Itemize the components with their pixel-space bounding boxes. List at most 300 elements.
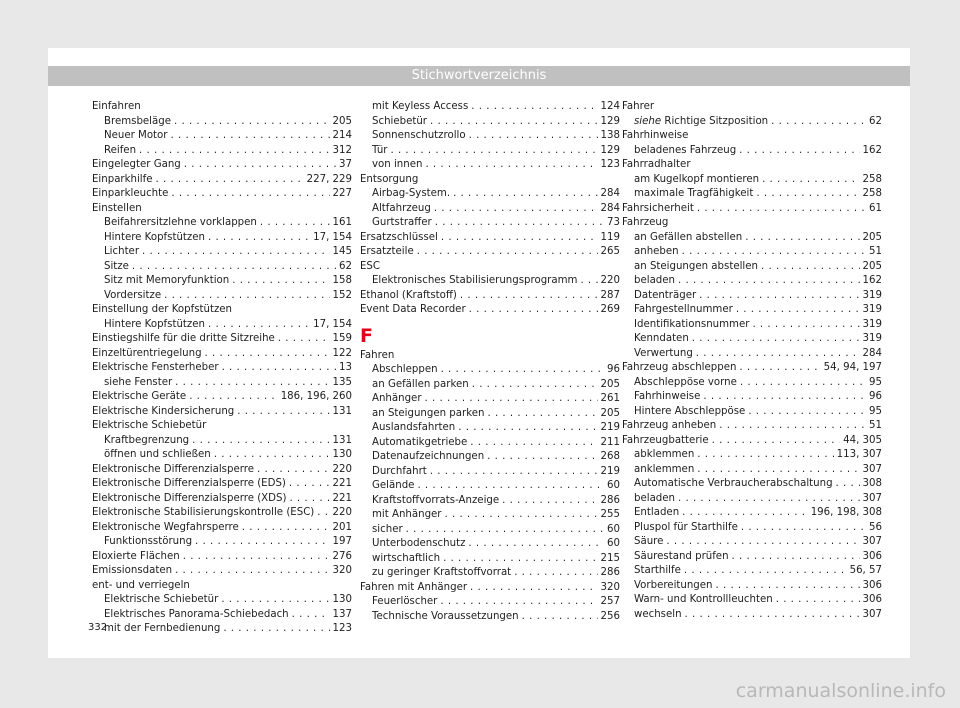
page-reference[interactable]: 186, 196, 260 [280,391,352,402]
page-reference[interactable]: 205 [332,115,352,127]
leader-dots [487,407,597,422]
entry-text: Säurestand prüfen [634,550,729,562]
page-reference[interactable]: 96 [607,364,620,375]
page-reference[interactable]: 54, 94, 197 [823,362,882,373]
leader-dots [719,419,866,434]
entry-text: Fahrzeug [622,217,669,228]
entry-text: mit Keyless Access [372,101,469,112]
index-subentry [360,129,620,144]
leader-dots [222,361,336,376]
leader-dots [712,434,841,449]
index-subentry [360,494,620,509]
entry-text: ent- und verriegeln [92,579,190,591]
entry-text: an Steigungen abstellen [634,260,758,272]
index-subentry [622,115,882,130]
index-subentry [360,378,620,393]
page-reference[interactable]: 319 [862,289,882,301]
index-entry [360,303,620,318]
index-subentry [622,564,882,579]
leader-dots [666,535,859,550]
page-reference[interactable]: 201 [332,521,352,533]
entry-text: Neuer Motor [104,130,168,141]
entry-text: Fahrzeug abschleppen [622,362,737,373]
entry-text: sicher [372,523,403,535]
page-reference[interactable]: 56 [869,521,882,533]
leader-dots [697,202,866,217]
entry-text: Einstellung der Kopfstützen [92,304,233,315]
leader-dots [514,566,597,581]
page-reference[interactable]: 119 [600,231,620,243]
index-entry [360,349,620,364]
page-reference[interactable]: 137 [332,608,352,620]
page-reference[interactable]: 122 [332,347,352,359]
page-reference[interactable]: 255 [600,509,620,520]
entry-text: Fahrhinweise [622,130,689,141]
page-reference[interactable]: 284 [862,347,882,359]
page-reference[interactable]: 276 [332,550,352,562]
leader-dots [441,363,604,378]
index-subentry [360,363,620,378]
entry-reference: siehe [634,115,665,127]
entry-text: Feuerlöscher [372,596,438,607]
leader-dots [762,173,859,188]
entry-text: Einstiegshilfe für die dritte Sitzreihe [92,333,275,344]
page-reference[interactable]: 268 [600,451,620,462]
leader-dots [745,231,859,246]
leader-dots [440,595,597,610]
index-entry [360,289,620,304]
index-subentry [622,521,882,536]
page-reference[interactable]: 61 [869,202,882,214]
index-entry [622,361,882,376]
entry-text: Starthilfe [634,565,681,576]
entry-text: Kenndaten [634,333,689,344]
leader-dots [716,579,860,594]
index-entry [622,100,882,115]
index-subentry [622,593,882,608]
index-entry [92,100,352,115]
page-reference[interactable]: 123 [332,623,352,634]
entry-text: Sitz mit Memoryfunktion [104,275,230,286]
index-entry [92,506,352,521]
index-subentry [360,115,620,130]
entry-text: Entsorgung [360,173,419,185]
page-reference[interactable]: 211 [600,436,620,448]
leader-dots [208,318,310,333]
page-reference[interactable]: 60 [607,480,620,491]
entry-text: Fahrgestellnummer [634,304,733,315]
page-header: Stichwortverzeichnis [48,66,910,86]
leader-dots [292,608,330,623]
page-reference[interactable]: 220 [600,275,620,286]
leader-dots [771,115,866,130]
page-reference[interactable]: 286 [600,494,620,506]
index-subentry [622,332,882,347]
entry-text: Elektronische Differenzialsperre [92,463,254,475]
index-subentry [622,303,882,318]
page-reference[interactable]: 130 [332,449,352,460]
page-reference[interactable]: 138 [600,130,620,141]
leader-dots [682,245,866,260]
page-reference[interactable]: 219 [600,422,620,433]
index-entry [92,579,352,594]
page-reference[interactable]: 219 [600,465,620,477]
entry-text: Anhänger [372,393,422,404]
entry-text: Einparkleuchte [92,188,169,199]
index-entry [92,332,352,347]
index-subentry [622,318,882,333]
index-entry [622,158,882,173]
leader-dots [487,450,597,465]
page-reference[interactable]: 96 [869,391,882,402]
index-column-1 [92,100,352,637]
leader-dots [453,187,597,202]
index-subentry [360,144,620,159]
index-entry [360,260,620,275]
entry-text: beladen [634,275,675,286]
entry-text: Identifikationsnummer [634,318,750,330]
page-reference[interactable]: 159 [332,333,352,344]
index-entry [622,434,882,449]
entry-text: Einzeltürentriegelung [92,347,202,359]
index-subentry [622,187,882,202]
page-reference[interactable]: 307 [862,608,882,620]
index-entry [92,564,352,579]
page-reference[interactable]: 307 [862,492,882,504]
leader-dots [435,216,604,231]
entry-text: Säure [634,536,664,547]
leader-dots [736,303,860,318]
page-reference[interactable]: 17, 154 [313,231,352,243]
leader-dots [242,521,330,536]
index-entry [92,158,352,173]
entry-text: Fahrhinweise [634,391,701,402]
page-reference[interactable]: 306 [862,594,882,605]
page-reference[interactable]: 205 [862,231,882,243]
entry-text: Datenträger [634,289,697,301]
entry-text: Elektrische Kindersicherung [92,405,235,417]
page-reference[interactable]: 220 [332,507,352,518]
entry-text: Hintere Kopfstützen [104,231,205,243]
page-reference[interactable]: 227 [332,188,352,199]
leader-dots [317,506,329,521]
index-subentry [360,421,620,436]
leader-dots [678,274,860,289]
page-reference[interactable]: 131 [332,434,352,446]
leader-dots [289,492,329,507]
index-subentry [360,595,620,610]
page-reference[interactable]: 307 [862,536,882,547]
leader-dots [470,436,597,451]
leader-dots [237,405,329,420]
page-reference[interactable]: 51 [869,420,882,431]
page-reference[interactable]: 269 [600,304,620,315]
page-reference[interactable]: 158 [332,275,352,286]
page-reference[interactable]: 284 [600,188,620,199]
entry-text: an Gefällen parken [372,378,469,390]
page-reference[interactable]: 221 [332,478,352,489]
page-reference[interactable]: 265 [600,246,620,257]
page-reference[interactable]: 51 [869,246,882,257]
page-reference[interactable]: 95 [869,376,882,388]
index-entry [360,581,620,596]
index-entry [92,463,352,478]
entry-text: am Kugelkopf montieren [634,173,760,185]
leader-dots [697,448,833,463]
page-reference[interactable]: 131 [332,405,352,417]
index-subentry [622,390,882,405]
page-reference[interactable]: 129 [600,144,620,156]
entry-text: Einfahren [92,101,141,112]
page-reference[interactable]: 37 [339,159,352,170]
section-letter: F [360,324,373,347]
leader-dots [471,100,597,115]
leader-dots [836,477,860,492]
leader-dots [260,216,330,231]
entry-text: von innen [372,159,423,170]
leader-dots [776,593,860,608]
entry-text: Bremsbeläge [104,115,171,127]
index-subentry [622,173,882,188]
index-subentry [360,436,620,451]
index-entry [360,231,620,246]
leader-dots [740,376,866,391]
page-reference[interactable]: 197 [332,536,352,547]
index-entry [92,419,352,434]
page-reference[interactable]: 13 [339,362,352,373]
index-subentry [92,593,352,608]
page-reference[interactable]: 220 [332,463,352,475]
index-subentry [92,216,352,231]
index-subentry [622,289,882,304]
page-reference[interactable]: 215 [600,552,620,564]
page-reference[interactable]: 60 [607,523,620,535]
entry-text: Vordersitze [104,289,162,301]
page-reference[interactable]: 124 [600,101,620,112]
page-reference[interactable]: 123 [600,159,620,170]
leader-dots [406,523,604,538]
page-reference[interactable]: 319 [862,318,882,330]
entry-text: Kraftbegrenzung [104,434,190,446]
index-subentry [622,506,882,521]
leader-dots [434,202,598,217]
index-subentry [622,579,882,594]
page-reference[interactable]: 286 [600,567,620,578]
index-entry [92,405,352,420]
page-reference[interactable]: 17, 154 [313,318,352,330]
page-reference[interactable]: 205 [862,260,882,272]
index-subentry [622,376,882,391]
entry-text: Abschleppen [372,364,438,375]
index-entry [622,419,882,434]
entry-text: Einparkhilfe [92,173,153,185]
index-entry [92,187,352,202]
page-reference[interactable]: 319 [862,333,882,344]
leader-dots [696,347,860,362]
entry-text: wechseln [634,608,682,620]
leader-dots [390,144,597,159]
index-page [48,48,910,658]
page-reference[interactable]: 261 [600,393,620,404]
page-reference[interactable]: 62 [869,115,882,127]
entry-text: Unterbodenschutz [372,538,466,549]
page-reference[interactable]: 130 [332,594,352,605]
page-reference[interactable]: 308 [862,478,882,489]
entry-text: Gurtstraffer [372,217,432,228]
entry-text: Funktionsstörung [104,536,193,547]
page-reference[interactable]: 227, 229 [306,173,352,185]
leader-dots [699,289,859,304]
leader-dots [761,260,860,275]
page-reference[interactable]: 44, 305 [843,434,882,446]
index-subentry [622,550,882,565]
index-subentry [622,245,882,260]
index-subentry [622,260,882,275]
leader-dots [170,129,329,144]
page-reference[interactable]: 319 [862,304,882,315]
page-reference[interactable]: 135 [332,376,352,388]
page-reference[interactable]: 152 [332,289,352,301]
leader-dots [139,144,330,159]
page-reference[interactable]: 214 [332,130,352,141]
leader-dots [441,231,598,246]
page-reference[interactable]: 320 [600,581,620,593]
index-subentry [92,434,352,449]
page-reference[interactable]: 129 [600,115,620,127]
entry-text: Elektronisches Stabilisierungsprogramm [372,275,578,286]
page-reference[interactable]: 306 [862,579,882,591]
entry-text: Sitze [104,260,129,272]
index-entry [92,521,352,536]
page-reference[interactable]: 205 [600,378,620,390]
index-subentry [622,347,882,362]
index-entry [92,361,352,376]
entry-text: Ersatzteile [360,246,414,257]
page-reference[interactable]: 56, 57 [849,565,882,576]
page-reference[interactable]: 162 [862,275,882,286]
page-reference[interactable]: 258 [862,188,882,199]
entry-text: Fahrsicherheit [622,202,694,214]
page-reference[interactable]: 95 [869,405,882,417]
index-subentry [622,477,882,492]
page-reference[interactable]: 196, 198, 308 [810,507,882,518]
leader-dots [171,187,329,202]
leader-dots [430,115,598,130]
index-subentry [360,508,620,523]
leader-dots [502,494,597,509]
index-subentry [92,622,352,637]
entry-text: Altfahrzeug [372,202,431,214]
leader-dots [443,552,597,567]
page-reference[interactable]: 221 [332,492,352,504]
index-subentry [92,376,352,391]
leader-dots [221,593,329,608]
entry-text: zu geringer Kraftstoffvorrat [372,567,512,578]
entry-text: Entladen [634,507,680,518]
entry-text: Warn- und Kontrollleuchten [634,594,773,605]
leader-dots [469,303,598,318]
index-entry [622,202,882,217]
index-entry [92,550,352,565]
index-entry [92,202,352,217]
leader-dots [692,332,860,347]
leader-dots [732,550,860,565]
leader-dots [470,581,598,596]
page-reference[interactable]: 258 [862,173,882,185]
index-subentry [92,289,352,304]
leader-dots [223,622,329,637]
index-subentry [360,158,620,173]
leader-dots [184,158,336,173]
page-reference[interactable]: 307 [862,463,882,475]
entry-text: Ersatzschlüssel [360,231,438,243]
entry-text: anklemmen [634,463,695,475]
page-reference[interactable]: 287 [600,289,620,301]
entry-text: öffnen und schließen [104,449,211,460]
entry-text: Sonnenschutzrollo [372,130,466,141]
entry-text: beladen [634,492,675,504]
entry-text: Elektronische Differenzialsperre (EDS) [92,478,286,489]
entry-text: Elektronische Stabilisierungskontrolle (ESC) [92,507,315,518]
page-reference[interactable]: 162 [862,144,882,156]
page-reference[interactable]: 312 [332,144,352,156]
leader-dots [678,492,860,507]
entry-text: Beifahrersitzlehne vorklappen [104,217,257,228]
entry-text: Verwertung [634,347,693,359]
entry-text: wirtschaftlich [372,552,441,564]
index-entry [92,347,352,362]
entry-text: Fahrer [622,101,655,112]
page-reference[interactable]: 257 [600,596,620,607]
page-reference[interactable]: 161 [332,217,352,228]
page-reference[interactable]: 256 [600,610,620,622]
index-entry [360,245,620,260]
page-reference[interactable]: 113, 307 [836,449,882,460]
index-subentry [360,523,620,538]
index-subentry [622,448,882,463]
page-reference[interactable]: 284 [600,202,620,214]
leader-dots [425,392,598,407]
leader-dots [174,115,330,130]
index-entry [92,173,352,188]
page-reference[interactable]: 306 [862,550,882,562]
page-reference[interactable]: 73 [607,217,620,228]
page-reference[interactable]: 62 [339,260,352,272]
page-reference[interactable]: 320 [332,565,352,576]
entry-text: anheben [634,246,679,257]
index-entry [92,477,352,492]
entry-text: Hintere Abschleppöse [634,405,746,417]
index-entry [622,216,882,231]
entry-text: Technische Voraussetzungen [372,610,519,622]
entry-text: Automatische Verbraucherabschaltung [634,478,833,489]
page-reference[interactable]: 205 [600,407,620,419]
index-subentry [360,202,620,217]
page-reference[interactable]: 60 [607,538,620,549]
leader-dots [468,537,604,552]
entry-text: Fahrzeug anheben [622,420,717,431]
index-subentry [360,465,620,480]
index-subentry [92,318,352,333]
page-reference[interactable]: 145 [332,246,352,257]
index-subentry [360,216,620,231]
entry-text: Fahren mit Anhänger [360,581,468,593]
index-subentry [622,535,882,550]
entry-text: Elektrische Geräte [92,391,187,402]
entry-text: Elektrisches Panorama-Schiebedach [104,608,289,620]
leader-dots [469,129,598,144]
leader-dots [685,608,860,623]
